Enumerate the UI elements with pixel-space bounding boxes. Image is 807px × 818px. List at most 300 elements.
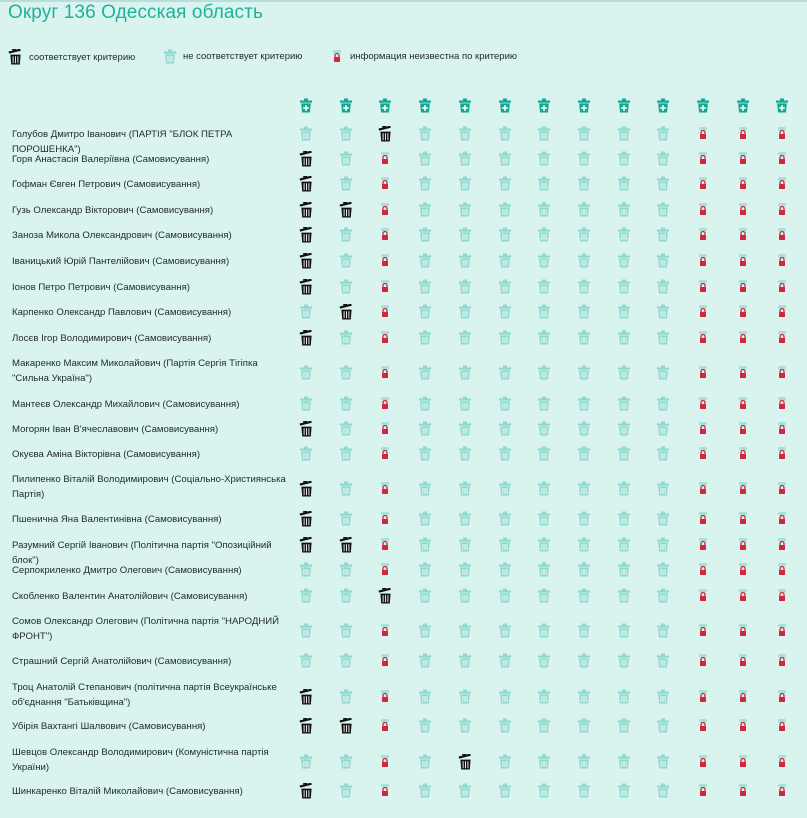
lock-red-icon (736, 227, 756, 247)
candidate-row (0, 719, 807, 746)
trash-teal-icon (656, 562, 676, 582)
trash-teal-icon (458, 396, 478, 416)
trash-teal-icon (458, 562, 478, 582)
trash-teal-icon (418, 304, 438, 324)
trash-teal-icon (498, 588, 518, 608)
candidate-row (0, 654, 807, 681)
trash-teal-icon (339, 754, 359, 774)
trash-teal-icon (339, 421, 359, 441)
trash-teal-icon (458, 304, 478, 324)
trash-teal-icon (498, 562, 518, 582)
trash-teal-icon (339, 396, 359, 416)
trash-teal-icon (418, 396, 438, 416)
trash-teal-icon (617, 365, 637, 385)
trash-teal-icon (299, 562, 319, 582)
lock-red-icon (696, 151, 716, 171)
lock-red-icon (696, 481, 716, 501)
trash-teal-icon (498, 151, 518, 171)
trash-teal-icon (299, 396, 319, 416)
trash-teal-icon (656, 446, 676, 466)
lock-red-icon (736, 396, 756, 416)
lock-red-icon (378, 562, 398, 582)
trash-teal-icon (537, 689, 557, 709)
trash-teal-icon (339, 253, 359, 273)
candidate-row (0, 228, 807, 254)
trash-teal-icon (339, 562, 359, 582)
trash-teal-icon (577, 718, 597, 738)
lock-red-icon (378, 176, 398, 196)
trash-teal-icon (656, 653, 676, 673)
trash-teal-icon (656, 304, 676, 324)
trash-teal-icon (498, 754, 518, 774)
trash-teal-icon (498, 304, 518, 324)
trash-teal-icon (656, 537, 676, 557)
criterion-header-icon[interactable] (775, 98, 795, 118)
lock-red-icon (775, 689, 795, 709)
criterion-header-icon[interactable] (617, 98, 637, 118)
lock-red-icon (775, 446, 795, 466)
trash-teal-icon (458, 689, 478, 709)
trash-black-icon (299, 279, 319, 299)
lock-red-icon (696, 562, 716, 582)
lock-red-icon (736, 446, 756, 466)
trash-teal-icon (617, 588, 637, 608)
trash-teal-icon (537, 253, 557, 273)
trash-teal-icon (577, 588, 597, 608)
trash-teal-icon (498, 330, 518, 350)
trash-teal-icon (656, 365, 676, 385)
trash-teal-icon (537, 653, 557, 673)
trash-teal-icon (418, 253, 438, 273)
trash-teal-icon (577, 151, 597, 171)
lock-red-icon (775, 481, 795, 501)
lock-red-icon (775, 623, 795, 643)
trash-teal-icon (418, 202, 438, 222)
candidate-row (0, 681, 807, 719)
lock-red-icon (696, 304, 716, 324)
candidate-name: Макаренко Максим Миколайович (Партія Сергія Тігіпка "Сильна Україна") (12, 358, 258, 384)
criterion-header-icon[interactable] (577, 98, 597, 118)
trash-teal-icon (617, 227, 637, 247)
trash-teal-icon (299, 304, 319, 324)
candidate-name: Могорян Іван В'ячеславович (Самовисування) (12, 424, 219, 435)
trash-teal-icon (537, 396, 557, 416)
trash-teal-icon (418, 689, 438, 709)
trash-teal-icon (339, 623, 359, 643)
lock-red-icon (736, 689, 756, 709)
lock-red-icon (736, 511, 756, 531)
candidate-name: Троц Анатолій Степанович (політична партія Всеукраїнське об'єднання "Батьківщина") (12, 682, 277, 708)
trash-teal-icon (537, 783, 557, 803)
trash-teal-icon (537, 330, 557, 350)
lock-red-icon (696, 279, 716, 299)
trash-teal-icon (656, 421, 676, 441)
trash-teal-icon (418, 562, 438, 582)
trash-teal-icon (458, 537, 478, 557)
trash-teal-icon (537, 151, 557, 171)
candidate-name: Шинкаренко Віталій Миколайович (Самовисування) (12, 786, 243, 797)
lock-red-icon (378, 689, 398, 709)
trash-teal-icon (418, 783, 438, 803)
candidate-row (0, 254, 807, 280)
trash-teal-icon (458, 481, 478, 501)
lock-red-icon (378, 365, 398, 385)
candidate-name: Горя Анастасія Валеріївна (Самовисування) (12, 154, 210, 165)
candidate-row (0, 447, 807, 473)
trash-black-icon (299, 511, 319, 531)
lock-red-icon (736, 151, 756, 171)
criterion-header-icon[interactable] (736, 98, 756, 118)
trash-teal-icon (498, 783, 518, 803)
lock-red-icon (378, 623, 398, 643)
lock-red-icon (736, 421, 756, 441)
trash-teal-icon (617, 126, 637, 146)
trash-teal-icon (498, 279, 518, 299)
trash-teal-icon (418, 279, 438, 299)
trash-teal-icon (537, 481, 557, 501)
trash-teal-icon (339, 511, 359, 531)
candidate-row (0, 784, 807, 809)
trash-black-icon (8, 49, 23, 65)
trash-teal-icon (617, 396, 637, 416)
candidate-row (0, 746, 807, 784)
trash-teal-icon (656, 330, 676, 350)
trash-teal-icon (656, 754, 676, 774)
candidate-name: Гофман Євген Петрович (Самовисування) (12, 179, 201, 190)
trash-teal-icon (577, 126, 597, 146)
trash-teal-icon (458, 623, 478, 643)
trash-black-icon (339, 718, 359, 738)
candidate-row (0, 127, 807, 155)
trash-teal-icon (537, 537, 557, 557)
trash-teal-icon (498, 446, 518, 466)
trash-teal-icon (537, 365, 557, 385)
trash-teal-icon (617, 689, 637, 709)
trash-teal-icon (458, 588, 478, 608)
lock-red-icon (696, 446, 716, 466)
lock-red-icon (378, 151, 398, 171)
lock-red-icon (696, 783, 716, 803)
criteria-header-row (0, 98, 807, 118)
lock-red-icon (736, 365, 756, 385)
trash-teal-icon (537, 126, 557, 146)
trash-teal-icon (458, 126, 478, 146)
trash-teal-icon (299, 365, 319, 385)
trash-black-icon (299, 689, 319, 709)
trash-teal-icon (458, 227, 478, 247)
trash-teal-icon (577, 304, 597, 324)
trash-teal-icon (418, 537, 438, 557)
candidate-name: Серпокриленко Дмитро Олегович (Самовисування) (12, 565, 242, 576)
trash-teal-icon (617, 279, 637, 299)
trash-teal-icon (418, 446, 438, 466)
trash-teal-icon (656, 689, 676, 709)
candidate-name: Скобленко Валентин Анатолійович (Самовисування) (12, 591, 248, 602)
trash-teal-icon (339, 783, 359, 803)
candidate-row (0, 422, 807, 447)
candidate-row (0, 615, 807, 654)
trash-teal-icon (577, 511, 597, 531)
lock-red-icon (736, 126, 756, 146)
lock-red-icon (775, 653, 795, 673)
trash-teal-icon (299, 588, 319, 608)
lock-red-icon (696, 421, 716, 441)
lock-red-icon (696, 176, 716, 196)
candidate-name: Пилипенко Віталій Володимирович (Соціально-Християнська Партія) (12, 474, 286, 500)
trash-teal-icon (577, 623, 597, 643)
trash-teal-icon (656, 396, 676, 416)
trash-black-icon (299, 330, 319, 350)
lock-red-icon (775, 537, 795, 557)
trash-teal-icon (418, 421, 438, 441)
trash-teal-icon (339, 126, 359, 146)
trash-teal-icon (577, 227, 597, 247)
page-title: Округ 136 Одесская область (8, 2, 263, 23)
candidate-name: Шевцов Олександр Володимирович (Комуністична партія України) (12, 747, 269, 773)
trash-teal-icon (537, 304, 557, 324)
trash-teal-icon (498, 396, 518, 416)
trash-teal-icon (418, 126, 438, 146)
lock-red-icon (775, 421, 795, 441)
trash-teal-icon (537, 754, 557, 774)
trash-teal-icon (458, 279, 478, 299)
trash-teal-icon (458, 151, 478, 171)
lock-red-icon (696, 126, 716, 146)
trash-teal-icon (537, 511, 557, 531)
trash-teal-icon (537, 446, 557, 466)
trash-teal-icon (656, 176, 676, 196)
candidate-row (0, 280, 807, 305)
criterion-header-icon[interactable] (498, 98, 518, 118)
trash-black-icon (378, 126, 398, 146)
candidate-row (0, 589, 807, 615)
candidate-name: Окуєва Аміна Вікторівна (Самовисування) (12, 449, 201, 460)
lock-red-icon (736, 718, 756, 738)
trash-teal-icon (458, 330, 478, 350)
trash-teal-icon (577, 537, 597, 557)
lock-red-icon (736, 588, 756, 608)
trash-teal-icon (656, 253, 676, 273)
trash-teal-icon (577, 202, 597, 222)
trash-teal-icon (418, 588, 438, 608)
trash-black-icon (299, 227, 319, 247)
trash-teal-icon (299, 653, 319, 673)
trash-black-icon (299, 253, 319, 273)
candidate-name: Мантеєв Олександр Михайлович (Самовисування) (12, 399, 240, 410)
trash-black-icon (299, 151, 319, 171)
trash-teal-icon (577, 421, 597, 441)
candidate-row (0, 512, 807, 538)
lock-red-icon (775, 151, 795, 171)
lock-red-icon (378, 202, 398, 222)
trash-black-icon (339, 537, 359, 557)
candidate-name: Убірія Вахтангі Шалвович (Самовисування) (12, 721, 206, 732)
lock-red-icon (378, 537, 398, 557)
trash-teal-icon (339, 365, 359, 385)
lock-red-icon (775, 754, 795, 774)
criterion-header-icon[interactable] (339, 98, 359, 118)
trash-teal-icon (418, 227, 438, 247)
trash-teal-icon (339, 588, 359, 608)
trash-teal-icon (656, 279, 676, 299)
criterion-header-icon[interactable] (537, 98, 557, 118)
criterion-header-icon[interactable] (458, 98, 478, 118)
criterion-header-icon[interactable] (656, 98, 676, 118)
trash-teal-icon (418, 481, 438, 501)
candidate-row (0, 331, 807, 357)
candidate-name: Голубов Дмитро Іванович (ПАРТІЯ "БЛОК ПЕТРА ПОРОШЕНКА") (12, 129, 233, 155)
trash-teal-icon (339, 227, 359, 247)
trash-teal-icon (617, 783, 637, 803)
trash-teal-icon (577, 783, 597, 803)
trash-teal-icon (458, 202, 478, 222)
trash-teal-icon (498, 689, 518, 709)
trash-black-icon (339, 202, 359, 222)
candidate-name: Сомов Олександр Олегович (Політична партія "НАРОДНИЙ ФРОНТ") (12, 616, 280, 642)
trash-teal-icon (299, 623, 319, 643)
lock-red-icon (775, 279, 795, 299)
trash-teal-icon (339, 481, 359, 501)
lock-red-icon (775, 588, 795, 608)
candidate-name: Страшний Сергій Анатолійович (Самовисування) (12, 656, 232, 667)
trash-teal-icon (537, 562, 557, 582)
candidate-row (0, 357, 807, 397)
lock-red-icon (696, 227, 716, 247)
criterion-header-icon[interactable] (378, 98, 398, 118)
trash-teal-icon (617, 511, 637, 531)
trash-teal-icon (498, 227, 518, 247)
trash-teal-icon (498, 421, 518, 441)
lock-red-icon (736, 537, 756, 557)
candidate-name: Пшенична Яна Валентинівна (Самовисування) (12, 514, 222, 525)
trash-teal-icon (577, 689, 597, 709)
trash-teal-icon (617, 481, 637, 501)
trash-black-icon (458, 754, 478, 774)
candidate-name: Гузь Олександр Вікторович (Самовисування) (12, 205, 214, 216)
trash-teal-icon (577, 481, 597, 501)
lock-red-icon (736, 783, 756, 803)
trash-teal-icon (577, 754, 597, 774)
trash-black-icon (299, 176, 319, 196)
trash-teal-icon (418, 330, 438, 350)
lock-red-icon (775, 396, 795, 416)
lock-red-icon (775, 718, 795, 738)
trash-black-icon (299, 421, 319, 441)
lock-red-icon (775, 227, 795, 247)
trash-teal-icon (617, 446, 637, 466)
candidate-row (0, 203, 807, 228)
trash-teal-icon (418, 754, 438, 774)
trash-teal-icon (498, 537, 518, 557)
trash-teal-icon (577, 653, 597, 673)
lock-red-icon (775, 304, 795, 324)
trash-teal-icon (339, 279, 359, 299)
criterion-header-icon[interactable] (418, 98, 438, 118)
trash-teal-icon (656, 783, 676, 803)
trash-teal-icon (498, 653, 518, 673)
candidate-row (0, 397, 807, 422)
lock-red-icon (378, 783, 398, 803)
trash-teal-icon (656, 718, 676, 738)
lock-red-icon (696, 511, 716, 531)
lock-red-icon (378, 330, 398, 350)
lock-red-icon (378, 421, 398, 441)
trash-teal-icon (656, 126, 676, 146)
lock-red-icon (378, 304, 398, 324)
trash-teal-icon (458, 718, 478, 738)
trash-teal-icon (339, 446, 359, 466)
trash-black-icon (299, 537, 319, 557)
trash-teal-icon (339, 653, 359, 673)
trash-teal-icon (299, 754, 319, 774)
trash-teal-icon (498, 176, 518, 196)
trash-teal-icon (498, 126, 518, 146)
lock-red-icon (736, 653, 756, 673)
trash-teal-icon (339, 176, 359, 196)
trash-teal-icon (418, 151, 438, 171)
lock-red-icon (736, 623, 756, 643)
trash-black-icon (299, 202, 319, 222)
lock-red-icon (696, 365, 716, 385)
trash-teal-icon (617, 304, 637, 324)
trash-teal-icon (577, 253, 597, 273)
trash-teal-icon (339, 689, 359, 709)
trash-teal-icon (537, 718, 557, 738)
lock-red-icon (696, 202, 716, 222)
criterion-header-icon[interactable] (696, 98, 716, 118)
candidate-name: Лосєв Ігор Володимирович (Самовисування) (12, 333, 212, 344)
trash-teal-icon (458, 511, 478, 531)
trash-teal-icon (617, 202, 637, 222)
lock-red-icon (378, 396, 398, 416)
candidate-name: Карпенко Олександр Павлович (Самовисування) (12, 307, 232, 318)
trash-teal-icon (577, 176, 597, 196)
trash-teal-icon (537, 588, 557, 608)
lock-red-icon (775, 330, 795, 350)
lock-red-icon (736, 253, 756, 273)
trash-teal-icon (418, 718, 438, 738)
trash-teal-icon (577, 365, 597, 385)
trash-teal-icon (458, 783, 478, 803)
legend-unknown (330, 49, 517, 64)
criterion-header-icon[interactable] (299, 98, 319, 118)
candidate-row (0, 538, 807, 566)
trash-teal-icon (617, 253, 637, 273)
trash-black-icon (299, 481, 319, 501)
lock-red-icon (736, 754, 756, 774)
lock-red-icon (378, 446, 398, 466)
lock-red-icon (378, 481, 398, 501)
candidate-row (0, 563, 807, 589)
lock-red-icon (378, 227, 398, 247)
legend-match (8, 49, 135, 65)
trash-teal-icon (656, 511, 676, 531)
lock-red-icon (378, 511, 398, 531)
trash-teal-icon (163, 49, 177, 64)
candidate-name: Іонов Петро Петрович (Самовисування) (12, 282, 190, 293)
lock-red-icon (736, 330, 756, 350)
trash-teal-icon (537, 202, 557, 222)
trash-teal-icon (299, 126, 319, 146)
trash-teal-icon (617, 421, 637, 441)
trash-teal-icon (498, 623, 518, 643)
lock-red-icon (378, 253, 398, 273)
trash-teal-icon (498, 202, 518, 222)
trash-teal-icon (458, 253, 478, 273)
trash-teal-icon (537, 279, 557, 299)
trash-teal-icon (617, 537, 637, 557)
trash-teal-icon (418, 365, 438, 385)
